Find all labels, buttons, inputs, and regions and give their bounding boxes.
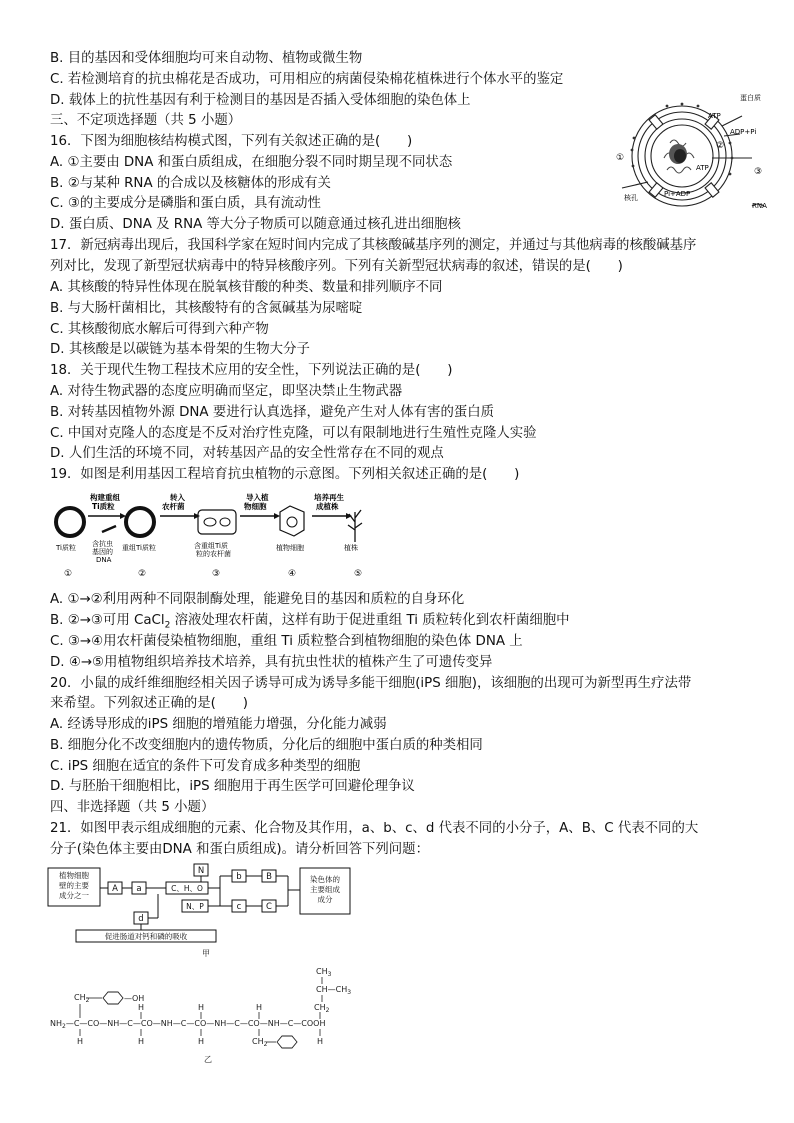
label-target-gene-dna: 含抗虫基因的 DNA — [92, 540, 113, 564]
marker-1: ① — [616, 153, 625, 163]
q16-option-b: B. ②与某种 RNA 的合成以及核糖体的形成有关 — [50, 176, 331, 191]
question-17-line2: 列对比，发现了新型冠状病毒中的特异核酸序列。下列有关新型冠状病毒的叙述，错误的是( ) — [50, 259, 623, 274]
box-calcium: 促进肠道对钙和磷的吸收 — [104, 932, 188, 941]
question-20-line1: 20．小鼠的成纤维细胞经相关因子诱导可成为诱导多能干细胞(iPS 细胞)，该细胞的出现可为新型再生疗法带 — [50, 676, 692, 691]
transgenic-plant-diagram — [50, 492, 390, 584]
q19-option-a: A. ①→②利用两种不同限制酶处理，能避免目的基因和质粒的自身环化 — [50, 592, 465, 607]
label-ti-plasmid: Ti质粒 — [56, 544, 77, 552]
q20-option-d: D. 与胚胎干细胞相比，iPS 细胞用于再生医学可回避伦理争议 — [50, 779, 415, 794]
q17-option-d: D. 其核酸是以碳链为基本骨架的生物大分子 — [50, 342, 310, 357]
step-1: ① — [64, 569, 73, 579]
marker-2: ② — [716, 141, 725, 151]
box-cho: C、H、O — [171, 884, 203, 893]
q18-option-b: B. 对转基因植物外源 DNA 要进行认真选择，避免产生对人体有害的蛋白质 — [50, 405, 495, 420]
label-rna: RNA — [752, 202, 767, 210]
svg-text:H: H — [198, 1003, 205, 1012]
step-5: ⑤ — [354, 569, 363, 579]
label-recombinant-plasmid: 重组Ti质粒 — [122, 544, 157, 552]
svg-text:CH2: $CH_2$ — [314, 1003, 330, 1014]
box-cell-wall: 植物细胞壁的主要成分之一 — [59, 871, 89, 900]
q16-option-d: D. 蛋白质、DNA 及 RNA 等大分子物质可以随意通过核孔进出细胞核 — [50, 217, 461, 232]
box-b: b — [236, 872, 242, 882]
question-17-line1: 17．新冠病毒出现后，我国科学家在短时间内完成了其核酸碱基序列的测定，并通过与其他病毒的核酸碱基序 — [50, 238, 697, 253]
svg-text:H: H — [138, 1037, 145, 1046]
section-4-heading: 四、非选择题（共 5 小题） — [50, 800, 215, 815]
q18-option-d: D. 人们生活的环境不同，对转基因产品的安全性常存在不同的观点 — [50, 446, 444, 461]
svg-text:H: H — [317, 1037, 324, 1046]
label-agrobacterium: 含重组Ti质粒的农杆菌 — [194, 542, 231, 558]
q19-option-b: B. ②→③可用 CaCl$_2$ 溶液处理农杆菌，这样有助于促进重组 Ti 质粒转化到农杆菌细胞中 — [50, 613, 570, 631]
marker-3: ③ — [754, 167, 763, 177]
question-18: 18．关于现代生物工程技术应用的安全性，下列说法正确的是( ) — [50, 363, 453, 378]
label-protein: 蛋白质 — [740, 94, 761, 102]
q20-option-a: A. 经诱导形成的iPS 细胞的增殖能力增强，分化能力减弱 — [50, 717, 387, 732]
box-chromosome: 染色体的主要组成成分 — [310, 875, 340, 904]
svg-text:CH3: $CH_3$ — [316, 967, 332, 978]
nucleus-diagram — [612, 88, 772, 216]
box-a: a — [136, 884, 142, 894]
question-20-line2: 来希望。下列叙述正确的是( ) — [50, 696, 248, 711]
box-c: c — [236, 902, 242, 912]
label-atp-2: ATP — [696, 164, 709, 172]
step-2: ② — [138, 569, 147, 579]
question-19: 19．如图是利用基因工程培育抗虫植物的示意图。下列相关叙述正确的是( ) — [50, 467, 520, 482]
label-nuclear-pore: 核孔 — [624, 194, 638, 202]
caption-jia: 甲 — [202, 949, 210, 958]
q17-option-b: B. 与大肠杆菌相比，其核酸特有的含氮碱基为尿嘧啶 — [50, 301, 363, 316]
box-B: B — [266, 872, 272, 882]
caption-yi: 乙 — [204, 1055, 212, 1064]
q16-option-c: C. ③的主要成分是磷脂和蛋白质，具有流动性 — [50, 196, 321, 211]
svg-text:H: H — [138, 1003, 145, 1012]
label-adp-pi: ADP+Pi — [730, 128, 757, 136]
option-d-line: D. 载体上的抗性基因有利于检测目的基因是否插入受体细胞的染色体上 — [50, 93, 471, 108]
step-4: ④ — [288, 569, 297, 579]
box-NP: N、P — [186, 902, 204, 911]
question-16: 16．下图为细胞核结构模式图，下列有关叙述正确的是( ) — [50, 134, 413, 149]
label-plant-cell: 植物细胞 — [276, 544, 304, 552]
step-3: ③ — [212, 569, 221, 579]
q18-option-a: A. 对待生物武器的态度应明确而坚定，即坚决禁止生物武器 — [50, 384, 403, 399]
arrow-label-introduce: 导入植物细胞 — [244, 493, 269, 511]
svg-text:H: H — [198, 1037, 205, 1046]
label-plant: 植株 — [344, 544, 358, 552]
q18-option-c: C. 中国对克隆人的态度是不反对治疗性克隆，可以有限制地进行生殖性克隆人实验 — [50, 426, 537, 441]
q20-option-c: C. iPS 细胞在适宜的条件下可发育成多种类型的细胞 — [50, 759, 361, 774]
svg-text:NH2—C—CO—NH—C—CO—NH—C—CO—NH—C—: $NH_2—C—CO—NH—C—CO—NH—C—CO—NH—C—CO—NH—C—COOH$ — [50, 1019, 326, 1030]
box-C: C — [266, 902, 272, 912]
q19-option-c: C. ③→④用农杆菌侵染植物细胞，重组 Ti 质粒整合到植物细胞的染色体 DNA 上 — [50, 634, 523, 649]
option-b-line: B. 目的基因和受体细胞均可来自动物、植物或微生物 — [50, 51, 363, 66]
question-21-line2: 分子(染色体主要由DNA 和蛋白质组成)。请分析回答下列问题： — [50, 842, 429, 857]
q17-option-a: A. 其核酸的特异性体现在脱氧核苷酸的种类、数量和排列顺序不同 — [50, 280, 443, 295]
svg-text:H: H — [77, 1037, 84, 1046]
box-A: A — [112, 884, 118, 894]
arrow-label-build: 构建重组 Ti质粒 — [90, 493, 120, 511]
section-3-heading: 三、不定项选择题（共 5 小题） — [50, 113, 242, 128]
svg-text:H: H — [256, 1003, 263, 1012]
label-atp-1: ATP — [708, 112, 721, 120]
label-pi-adp: Pi+ADP — [664, 190, 691, 198]
box-N: N — [197, 866, 205, 876]
svg-text:—OH: —OH — [124, 994, 145, 1003]
question-21-line1: 21．如图甲表示组成细胞的元素、化合物及其作用，a、b、c、d 代表不同的小分子，A、B、C 代表不同的大 — [50, 821, 699, 836]
svg-text:CH2: $CH_2$ — [252, 1037, 268, 1048]
q19-option-d: D. ④→⑤用植物组织培养技术培养，具有抗虫性状的植株产生了可遗传变异 — [50, 655, 493, 670]
q17-option-c: C. 其核酸彻底水解后可得到六种产物 — [50, 322, 269, 337]
arrow-label-regenerate: 培养再生成植株 — [314, 493, 344, 511]
svg-text:CH—CH3: $CH—CH_3$ — [316, 985, 352, 996]
peptide-structure-yi — [46, 964, 376, 1064]
diagram-jia — [46, 862, 366, 958]
arrow-label-transfer: 转入农杆菌 — [162, 493, 185, 511]
q20-option-b: B. 细胞分化不改变细胞内的遗传物质，分化后的细胞中蛋白质的种类相同 — [50, 738, 483, 753]
option-c-line: C. 若检测培育的抗虫棉花是否成功，可用相应的病菌侵染棉花植株进行个体水平的鉴定 — [50, 72, 564, 87]
svg-text:CH2: $CH_2$ — [74, 993, 90, 1004]
q16-option-a: A. ①主要由 DNA 和蛋白质组成，在细胞分裂不同时期呈现不同状态 — [50, 155, 453, 170]
box-d: d — [138, 914, 144, 924]
